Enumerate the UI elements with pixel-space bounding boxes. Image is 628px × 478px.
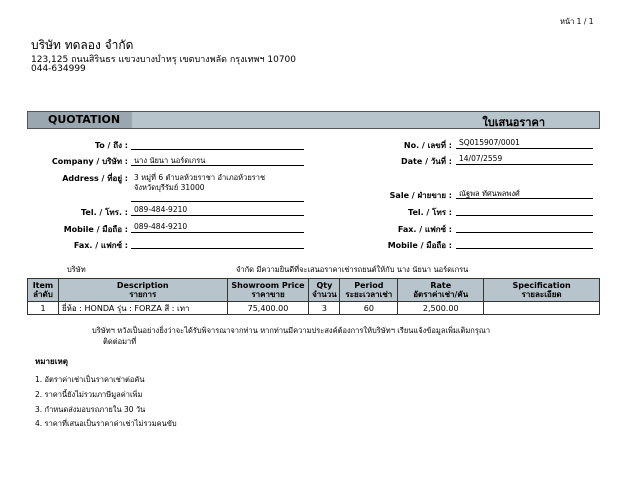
- to-field: [131, 138, 304, 150]
- doc-mobile-field: [456, 237, 593, 249]
- tel-value: 089-484-9210: [134, 205, 188, 214]
- to-label: To / ถึง :: [94, 141, 128, 150]
- company-phone: 044-634999: [31, 64, 86, 74]
- mobile-field: [131, 221, 304, 233]
- page-number: หน้า 1 / 1: [560, 17, 594, 26]
- company-name: บริษัท ทดลอง จำกัด: [31, 38, 134, 52]
- address-underline: [131, 190, 304, 202]
- items-table: [27, 278, 600, 315]
- fax-label: Fax. / แฟกซ์ :: [73, 241, 128, 250]
- intro-text: จำกัด มีความยินดีที่จะเสนอราคาเช่ารถยนต์ให้กับ นาง นัยนา นอร์ดเกรน: [236, 265, 469, 274]
- header-description: Description รายการ: [58, 279, 227, 302]
- address-label: Address / ที่อยู่ :: [62, 174, 128, 183]
- address-line2: จังหวัดบุรีรัมย์ 31000: [134, 183, 205, 192]
- cell-description: ยี่ห้อ : HONDA รุ่น : FORZA สี : เทา: [58, 302, 227, 315]
- doc-tel-label: Tel. / โทร :: [408, 208, 452, 217]
- tel-label: Tel. / โทร. :: [81, 208, 128, 217]
- closing-line2: ติดต่อมาที่: [103, 337, 137, 346]
- company-label: Company / บริษัท :: [51, 157, 128, 166]
- note-item: 2. ราคานี้ยังไม่รวมภาษีมูลค่าเพิ่ม: [35, 390, 143, 399]
- no-field: [456, 137, 593, 149]
- sale-label: Sale / ฝ่ายขาย :: [389, 191, 452, 200]
- sale-field: [456, 187, 593, 199]
- banner-title-th: ใบเสนอราคา: [482, 116, 545, 129]
- note-item: 1. อัตราค่าเช่าเป็นราคาเช่าต่อคัน: [35, 375, 145, 384]
- doc-fax-label: Fax. / แฟกซ์ :: [397, 225, 452, 234]
- sale-value: ณัฐพล ทัศนพลพงศ์: [459, 189, 520, 198]
- table-header-row: [28, 279, 600, 302]
- header-qty: Qty จำนวน: [309, 279, 340, 302]
- table-row: [28, 302, 600, 315]
- header-item: Item ลำดับ: [28, 279, 59, 302]
- no-value: SQ015907/0001: [459, 138, 520, 147]
- no-label: No. / เลขที่ :: [403, 141, 452, 150]
- banner-title-en: QUOTATION: [48, 113, 121, 126]
- cell-item: 1: [28, 302, 59, 315]
- header-specification: Specification รายละเอียด: [484, 279, 600, 302]
- cell-spec: [484, 302, 600, 315]
- company-address: 123,125 ถนนสิรินธร แขวงบางบำหรุ เขตบางพลัด กรุงเทพฯ 10700: [31, 55, 297, 65]
- company-value: นาง นัยนา นอร์ดเกรน: [134, 156, 206, 165]
- note-item: 3. กำหนดส่งมอบรถภายใน 30 วัน: [35, 405, 146, 414]
- notes-title: หมายเหตุ: [35, 357, 68, 366]
- quotation-banner: [27, 111, 600, 129]
- date-label: Date / วันที่ :: [401, 157, 452, 166]
- date-field: [456, 153, 593, 165]
- cell-qty: 3: [309, 302, 340, 315]
- closing-line1: บริษัทฯ หวังเป็นอย่างยิ่งว่าจะได้รับพิจารณาจากท่าน หากท่านมีความประสงค์ต้องการให้บริษัทฯ เรียนแจ้งข้อมูลเพิ่มเติมกรุณา: [92, 326, 491, 335]
- note-item: 4. ราคาที่เสนอเป็นราคาค่าเช่าไม่รวมคนขับ: [35, 419, 177, 428]
- header-price: Showroom Price ราคาขาย: [227, 279, 309, 302]
- address-line1: 3 หมู่ที่ 6 ตำบลห้วยราชา อำเภอห้วยราช: [134, 173, 266, 182]
- header-rate: Rate อัตราค่าเช่า/คัน: [398, 279, 484, 302]
- fax-field: [131, 237, 304, 249]
- doc-tel-field: [456, 204, 593, 216]
- mobile-label: Mobile / มือถือ :: [63, 225, 128, 234]
- header-period: Period ระยะเวลาเช่า: [340, 279, 398, 302]
- cell-period: 60: [340, 302, 398, 315]
- intro-prefix: บริษัท: [67, 265, 86, 274]
- company-field: [131, 154, 304, 166]
- cell-rate: 2,500.00: [398, 302, 484, 315]
- date-value: 14/07/2559: [459, 154, 503, 163]
- tel-field: [131, 204, 304, 216]
- mobile-value: 089-484-9210: [134, 222, 188, 231]
- doc-mobile-label: Mobile / มือถือ :: [387, 241, 452, 250]
- cell-price: 75,400.00: [227, 302, 309, 315]
- doc-fax-field: [456, 221, 593, 233]
